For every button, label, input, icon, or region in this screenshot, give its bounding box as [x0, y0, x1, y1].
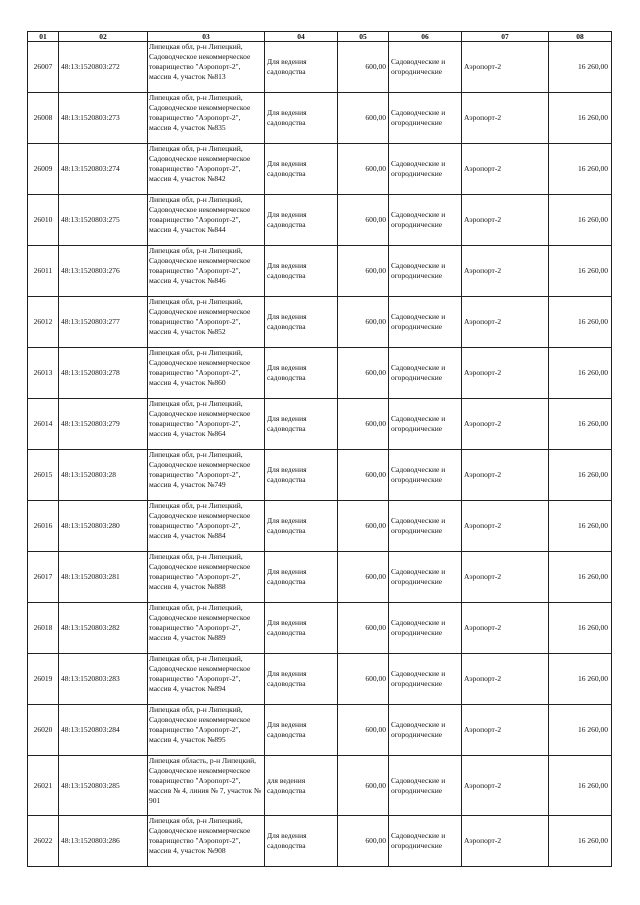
- row-number-cell: 26022: [28, 816, 59, 867]
- plot-area-cell: 600,00: [338, 756, 389, 816]
- row-number-cell: 26011: [28, 246, 59, 297]
- location-name-cell: Аэропорт-2: [462, 756, 549, 816]
- plot-address-cell: [148, 501, 265, 552]
- plot-address-cell: [148, 297, 265, 348]
- cadastral-number-cell: 48:13:1520803:274: [59, 144, 148, 195]
- col-header-04: 04: [265, 32, 338, 42]
- row-number-cell: 26014: [28, 399, 59, 450]
- cadastral-cost-cell: 16 260,00: [549, 246, 612, 297]
- land-category-cell: Садоводческие и огороднические: [389, 552, 462, 603]
- col-header-07: 07: [462, 32, 549, 42]
- plot-address-text: Липецкая обл, р-н Липецкий, Садоводческое некоммерческое товарищество "Аэропорт-2", массив 4, участок №842: [149, 144, 251, 183]
- permitted-use-cell: Для ведения садоводства: [265, 297, 338, 348]
- cadastral-number-cell: 48:13:1520803:283: [59, 654, 148, 705]
- location-name-cell: Аэропорт-2: [462, 816, 549, 867]
- land-category-cell: Садоводческие и огороднические: [389, 399, 462, 450]
- cadastral-number-cell: 48:13:1520803:279: [59, 399, 148, 450]
- plot-address-cell: [148, 399, 265, 450]
- cadastral-cost-cell: 16 260,00: [549, 144, 612, 195]
- plot-address-text: Липецкая обл, р-н Липецкий, Садоводческое некоммерческое товарищество "Аэропорт-2", массив 4, участок №895: [149, 705, 251, 744]
- cadastral-number-cell: 48:13:1520803:285: [59, 756, 148, 816]
- table-row: [28, 501, 612, 552]
- land-category-cell: Садоводческие и огороднические: [389, 450, 462, 501]
- location-name-cell: Аэропорт-2: [462, 399, 549, 450]
- plot-address-text: Липецкая обл, р-н Липецкий, Садоводческое некоммерческое товарищество "Аэропорт-2", массив 4, участок №844: [149, 195, 251, 234]
- cadastral-number-cell: 48:13:1520803:278: [59, 348, 148, 399]
- row-number-cell: 26018: [28, 603, 59, 654]
- table-row: [28, 816, 612, 867]
- plot-address-text: Липецкая обл, р-н Липецкий, Садоводческое некоммерческое товарищество "Аэропорт-2", массив 4, участок №889: [149, 603, 251, 642]
- permitted-use-cell: Для ведения садоводства: [265, 816, 338, 867]
- location-name-cell: Аэропорт-2: [462, 450, 549, 501]
- cadastral-number-cell: 48:13:1520803:280: [59, 501, 148, 552]
- plot-area-cell: 600,00: [338, 816, 389, 867]
- permitted-use-cell: Для ведения садоводства: [265, 144, 338, 195]
- plot-address-text: Липецкая обл, р-н Липецкий, Садоводческое некоммерческое товарищество "Аэропорт-2", массив 4, участок №852: [149, 297, 251, 336]
- cadastral-cost-cell: 16 260,00: [549, 654, 612, 705]
- land-category-cell: Садоводческие и огороднические: [389, 654, 462, 705]
- cadastral-cost-cell: 16 260,00: [549, 399, 612, 450]
- cadastral-cost-cell: 16 260,00: [549, 297, 612, 348]
- table-row: [28, 144, 612, 195]
- cadastral-number-cell: 48:13:1520803:281: [59, 552, 148, 603]
- plot-area-cell: 600,00: [338, 297, 389, 348]
- land-plots-table: [27, 31, 612, 867]
- row-number-cell: 26008: [28, 93, 59, 144]
- location-name-cell: Аэропорт-2: [462, 501, 549, 552]
- col-header-03: 03: [148, 32, 265, 42]
- land-category-cell: Садоводческие и огороднические: [389, 195, 462, 246]
- table-row: [28, 603, 612, 654]
- cadastral-number-cell: 48:13:1520803:284: [59, 705, 148, 756]
- col-header-02: 02: [59, 32, 148, 42]
- plot-address-text: Липецкая обл, р-н Липецкий, Садоводческое некоммерческое товарищество "Аэропорт-2", массив 4, участок №846: [149, 246, 251, 285]
- table-row: [28, 93, 612, 144]
- table-row: [28, 348, 612, 399]
- permitted-use-cell: Для ведения садоводства: [265, 501, 338, 552]
- location-name-cell: Аэропорт-2: [462, 246, 549, 297]
- row-number-cell: 26020: [28, 705, 59, 756]
- row-number-cell: 26012: [28, 297, 59, 348]
- row-number-cell: 26007: [28, 42, 59, 93]
- plot-address-text: Липецкая обл, р-н Липецкий, Садоводческое некоммерческое товарищество "Аэропорт-2", массив 4, участок №864: [149, 399, 251, 438]
- plot-address-cell: [148, 42, 265, 93]
- cadastral-number-cell: 48:13:1520803:28: [59, 450, 148, 501]
- location-name-cell: Аэропорт-2: [462, 297, 549, 348]
- location-name-cell: Аэропорт-2: [462, 144, 549, 195]
- plot-address-cell: [148, 654, 265, 705]
- land-category-cell: Садоводческие и огороднические: [389, 297, 462, 348]
- plot-area-cell: 600,00: [338, 603, 389, 654]
- cadastral-cost-cell: 16 260,00: [549, 816, 612, 867]
- plot-address-cell: [148, 756, 265, 816]
- permitted-use-cell: Для ведения садоводства: [265, 399, 338, 450]
- plot-area-cell: 600,00: [338, 93, 389, 144]
- plot-address-cell: [148, 603, 265, 654]
- cadastral-cost-cell: 16 260,00: [549, 756, 612, 816]
- plot-address-cell: [148, 816, 265, 867]
- plot-address-text: Липецкая обл, р-н Липецкий, Садоводческое некоммерческое товарищество "Аэропорт-2", массив 4, участок №894: [149, 654, 251, 693]
- cadastral-number-cell: 48:13:1520803:276: [59, 246, 148, 297]
- cadastral-number-cell: 48:13:1520803:272: [59, 42, 148, 93]
- table-row: [28, 399, 612, 450]
- plot-area-cell: 600,00: [338, 450, 389, 501]
- plot-address-text: Липецкая обл, р-н Липецкий, Садоводческое некоммерческое товарищество "Аэропорт-2", массив 4, участок №860: [149, 348, 251, 387]
- permitted-use-cell: Для ведения садоводства: [265, 552, 338, 603]
- plot-address-cell: [148, 195, 265, 246]
- location-name-cell: Аэропорт-2: [462, 348, 549, 399]
- permitted-use-cell: Для ведения садоводства: [265, 246, 338, 297]
- plot-address-text: Липецкая обл, р-н Липецкий, Садоводческое некоммерческое товарищество "Аэропорт-2", массив 4, участок №813: [149, 42, 251, 81]
- plot-area-cell: 600,00: [338, 42, 389, 93]
- permitted-use-cell: Для ведения садоводства: [265, 603, 338, 654]
- location-name-cell: Аэропорт-2: [462, 654, 549, 705]
- land-category-cell: Садоводческие и огороднические: [389, 603, 462, 654]
- plot-area-cell: 600,00: [338, 501, 389, 552]
- land-category-cell: Садоводческие и огороднические: [389, 756, 462, 816]
- cadastral-number-cell: 48:13:1520803:277: [59, 297, 148, 348]
- land-category-cell: Садоводческие и огороднические: [389, 501, 462, 552]
- registry-sheet: [27, 31, 612, 867]
- row-number-cell: 26013: [28, 348, 59, 399]
- plot-address-cell: [148, 552, 265, 603]
- location-name-cell: Аэропорт-2: [462, 93, 549, 144]
- plot-address-text: Липецкая обл, р-н Липецкий, Садоводческое некоммерческое товарищество "Аэропорт-2", массив 4, участок №749: [149, 450, 251, 489]
- plot-address-cell: [148, 705, 265, 756]
- plot-address-text: Липецкая обл, р-н Липецкий, Садоводческое некоммерческое товарищество "Аэропорт-2", массив 4, участок №884: [149, 501, 251, 540]
- plot-address-text: Липецкая обл, р-н Липецкий, Садоводческое некоммерческое товарищество "Аэропорт-2", массив 4, участок №888: [149, 552, 251, 591]
- table-row: [28, 42, 612, 93]
- land-category-cell: Садоводческие и огороднические: [389, 705, 462, 756]
- land-category-cell: Садоводческие и огороднические: [389, 348, 462, 399]
- table-row: [28, 654, 612, 705]
- plot-area-cell: 600,00: [338, 144, 389, 195]
- plot-address-cell: [148, 144, 265, 195]
- table-body: [28, 42, 612, 867]
- cadastral-number-cell: 48:13:1520803:282: [59, 603, 148, 654]
- cadastral-number-cell: 48:13:1520803:286: [59, 816, 148, 867]
- plot-address-cell: [148, 348, 265, 399]
- plot-area-cell: 600,00: [338, 399, 389, 450]
- plot-area-cell: 600,00: [338, 654, 389, 705]
- plot-address-cell: [148, 450, 265, 501]
- permitted-use-cell: Для ведения садоводства: [265, 348, 338, 399]
- permitted-use-cell: Для ведения садоводства: [265, 654, 338, 705]
- plot-address-text: Липецкая область, р-н Липецкий, Садоводческое некоммерческое товарищество "Аэропорт-2", массив № 4, линия № 7, участок № 901: [149, 756, 262, 805]
- table-header-row: [28, 32, 612, 42]
- row-number-cell: 26017: [28, 552, 59, 603]
- cadastral-cost-cell: 16 260,00: [549, 195, 612, 246]
- land-category-cell: Садоводческие и огороднические: [389, 144, 462, 195]
- cadastral-cost-cell: 16 260,00: [549, 603, 612, 654]
- land-category-cell: Садоводческие и огороднические: [389, 42, 462, 93]
- location-name-cell: Аэропорт-2: [462, 552, 549, 603]
- location-name-cell: Аэропорт-2: [462, 42, 549, 93]
- permitted-use-cell: Для ведения садоводства: [265, 195, 338, 246]
- land-category-cell: Садоводческие и огороднические: [389, 246, 462, 297]
- table-row: [28, 450, 612, 501]
- cadastral-cost-cell: 16 260,00: [549, 93, 612, 144]
- permitted-use-cell: Для ведения садоводства: [265, 705, 338, 756]
- land-category-cell: Садоводческие и огороднические: [389, 93, 462, 144]
- cadastral-cost-cell: 16 260,00: [549, 450, 612, 501]
- location-name-cell: Аэропорт-2: [462, 195, 549, 246]
- table-row: [28, 552, 612, 603]
- plot-area-cell: 600,00: [338, 705, 389, 756]
- row-number-cell: 26016: [28, 501, 59, 552]
- plot-area-cell: 600,00: [338, 348, 389, 399]
- plot-address-text: Липецкая обл, р-н Липецкий, Садоводческое некоммерческое товарищество "Аэропорт-2", массив 4, участок №835: [149, 93, 251, 132]
- location-name-cell: Аэропорт-2: [462, 705, 549, 756]
- col-header-01: 01: [28, 32, 59, 42]
- table-row: [28, 297, 612, 348]
- permitted-use-cell: Для ведения садоводства: [265, 42, 338, 93]
- plot-area-cell: 600,00: [338, 246, 389, 297]
- cadastral-cost-cell: 16 260,00: [549, 501, 612, 552]
- row-number-cell: 26021: [28, 756, 59, 816]
- cadastral-cost-cell: 16 260,00: [549, 348, 612, 399]
- cadastral-number-cell: 48:13:1520803:275: [59, 195, 148, 246]
- row-number-cell: 26010: [28, 195, 59, 246]
- plot-area-cell: 600,00: [338, 195, 389, 246]
- row-number-cell: 26009: [28, 144, 59, 195]
- land-category-cell: Садоводческие и огороднические: [389, 816, 462, 867]
- col-header-08: 08: [549, 32, 612, 42]
- permitted-use-cell: Для ведения садоводства: [265, 93, 338, 144]
- col-header-06: 06: [389, 32, 462, 42]
- permitted-use-cell: Для ведения садоводства: [265, 450, 338, 501]
- row-number-cell: 26015: [28, 450, 59, 501]
- permitted-use-cell: для ведения садоводства: [265, 756, 338, 816]
- plot-address-cell: [148, 93, 265, 144]
- row-number-cell: 26019: [28, 654, 59, 705]
- cadastral-cost-cell: 16 260,00: [549, 552, 612, 603]
- table-row: [28, 705, 612, 756]
- col-header-05: 05: [338, 32, 389, 42]
- table-row: [28, 246, 612, 297]
- cadastral-cost-cell: 16 260,00: [549, 705, 612, 756]
- cadastral-number-cell: 48:13:1520803:273: [59, 93, 148, 144]
- plot-address-cell: [148, 246, 265, 297]
- plot-area-cell: 600,00: [338, 552, 389, 603]
- plot-address-text: Липецкая обл, р-н Липецкий, Садоводческое некоммерческое товарищество "Аэропорт-2", массив 4, участок №908: [149, 816, 251, 855]
- cadastral-cost-cell: 16 260,00: [549, 42, 612, 93]
- location-name-cell: Аэропорт-2: [462, 603, 549, 654]
- table-row: [28, 756, 612, 816]
- table-row: [28, 195, 612, 246]
